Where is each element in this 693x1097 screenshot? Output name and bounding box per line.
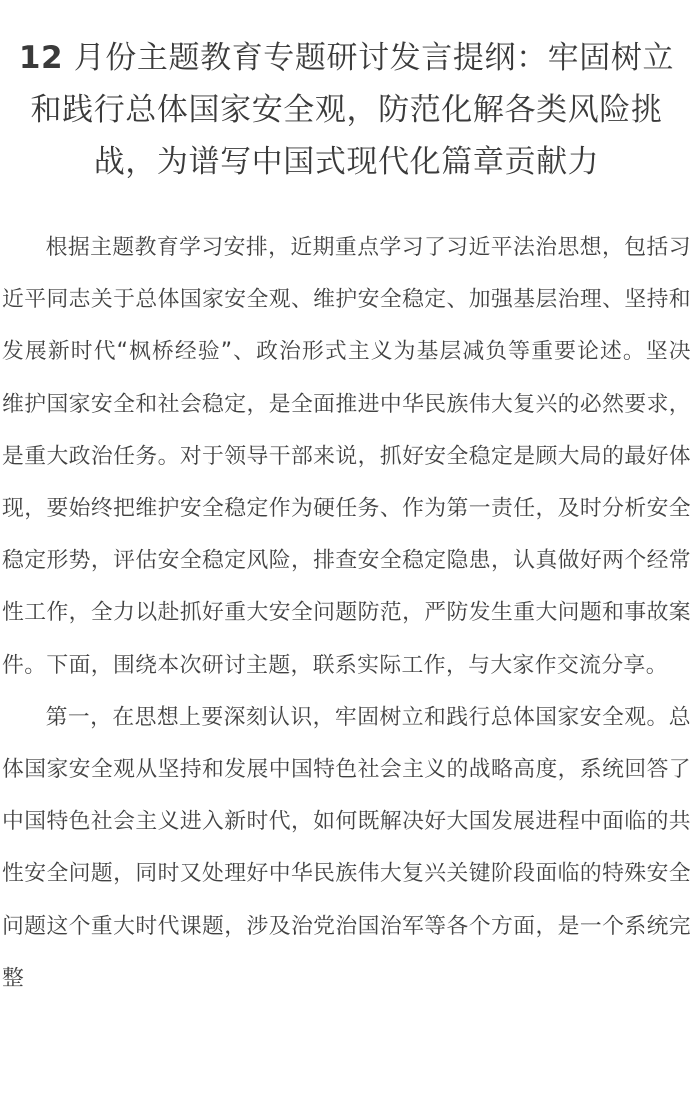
document-body xyxy=(0,222,693,1005)
paragraph-intro: 根据主题教育学习安排，近期重点学习了习近平法治思想，包括习近平同志关于总体国家安全观、维护安全稳定、加强基层治理、坚持和发展新时代“枫桥经验”、政治形式主义为基层减负等重要论述。坚决维护国家安全和社会稳定，是全面推进中华民族伟大复兴的必然要求，是重大政治任务。对于领导干部来说，抓好安全稳定是顾大局的最好体现，要始终把维护安全稳定作为硬任务、作为第一责任，及时分析安全稳定形势，评估安全稳定风险，排查安全稳定隐患，认真做好两个经常性工作，全力以赴抓好重大安全问题防范，严防发生重大问题和事故案件。下面，围绕本次研讨主题，联系实际工作，与大家作交流分享。 xyxy=(2,235,691,678)
title-number: 12 xyxy=(18,40,64,76)
paragraph-first-point: 第一，在思想上要深刻认识，牢固树立和践行总体国家安全观。总体国家安全观从坚持和发展中国特色社会主义的战略高度，系统回答了中国特色社会主义进入新时代，如何既解决好大国发展进程中面临的共性安全问题，同时又处理好中华民族伟大复兴关键阶段面临的特殊安全问题这个重大时代课题，涉及治党治国治军等各个方面，是一个系统完整 xyxy=(2,704,691,991)
document-title: 12 月份主题教育专题研讨发言提纲：牢固树立和践行总体国家安全观，防范化解各类风险挑战，为谱写中国式现代化篇章贡献力 xyxy=(18,40,675,180)
